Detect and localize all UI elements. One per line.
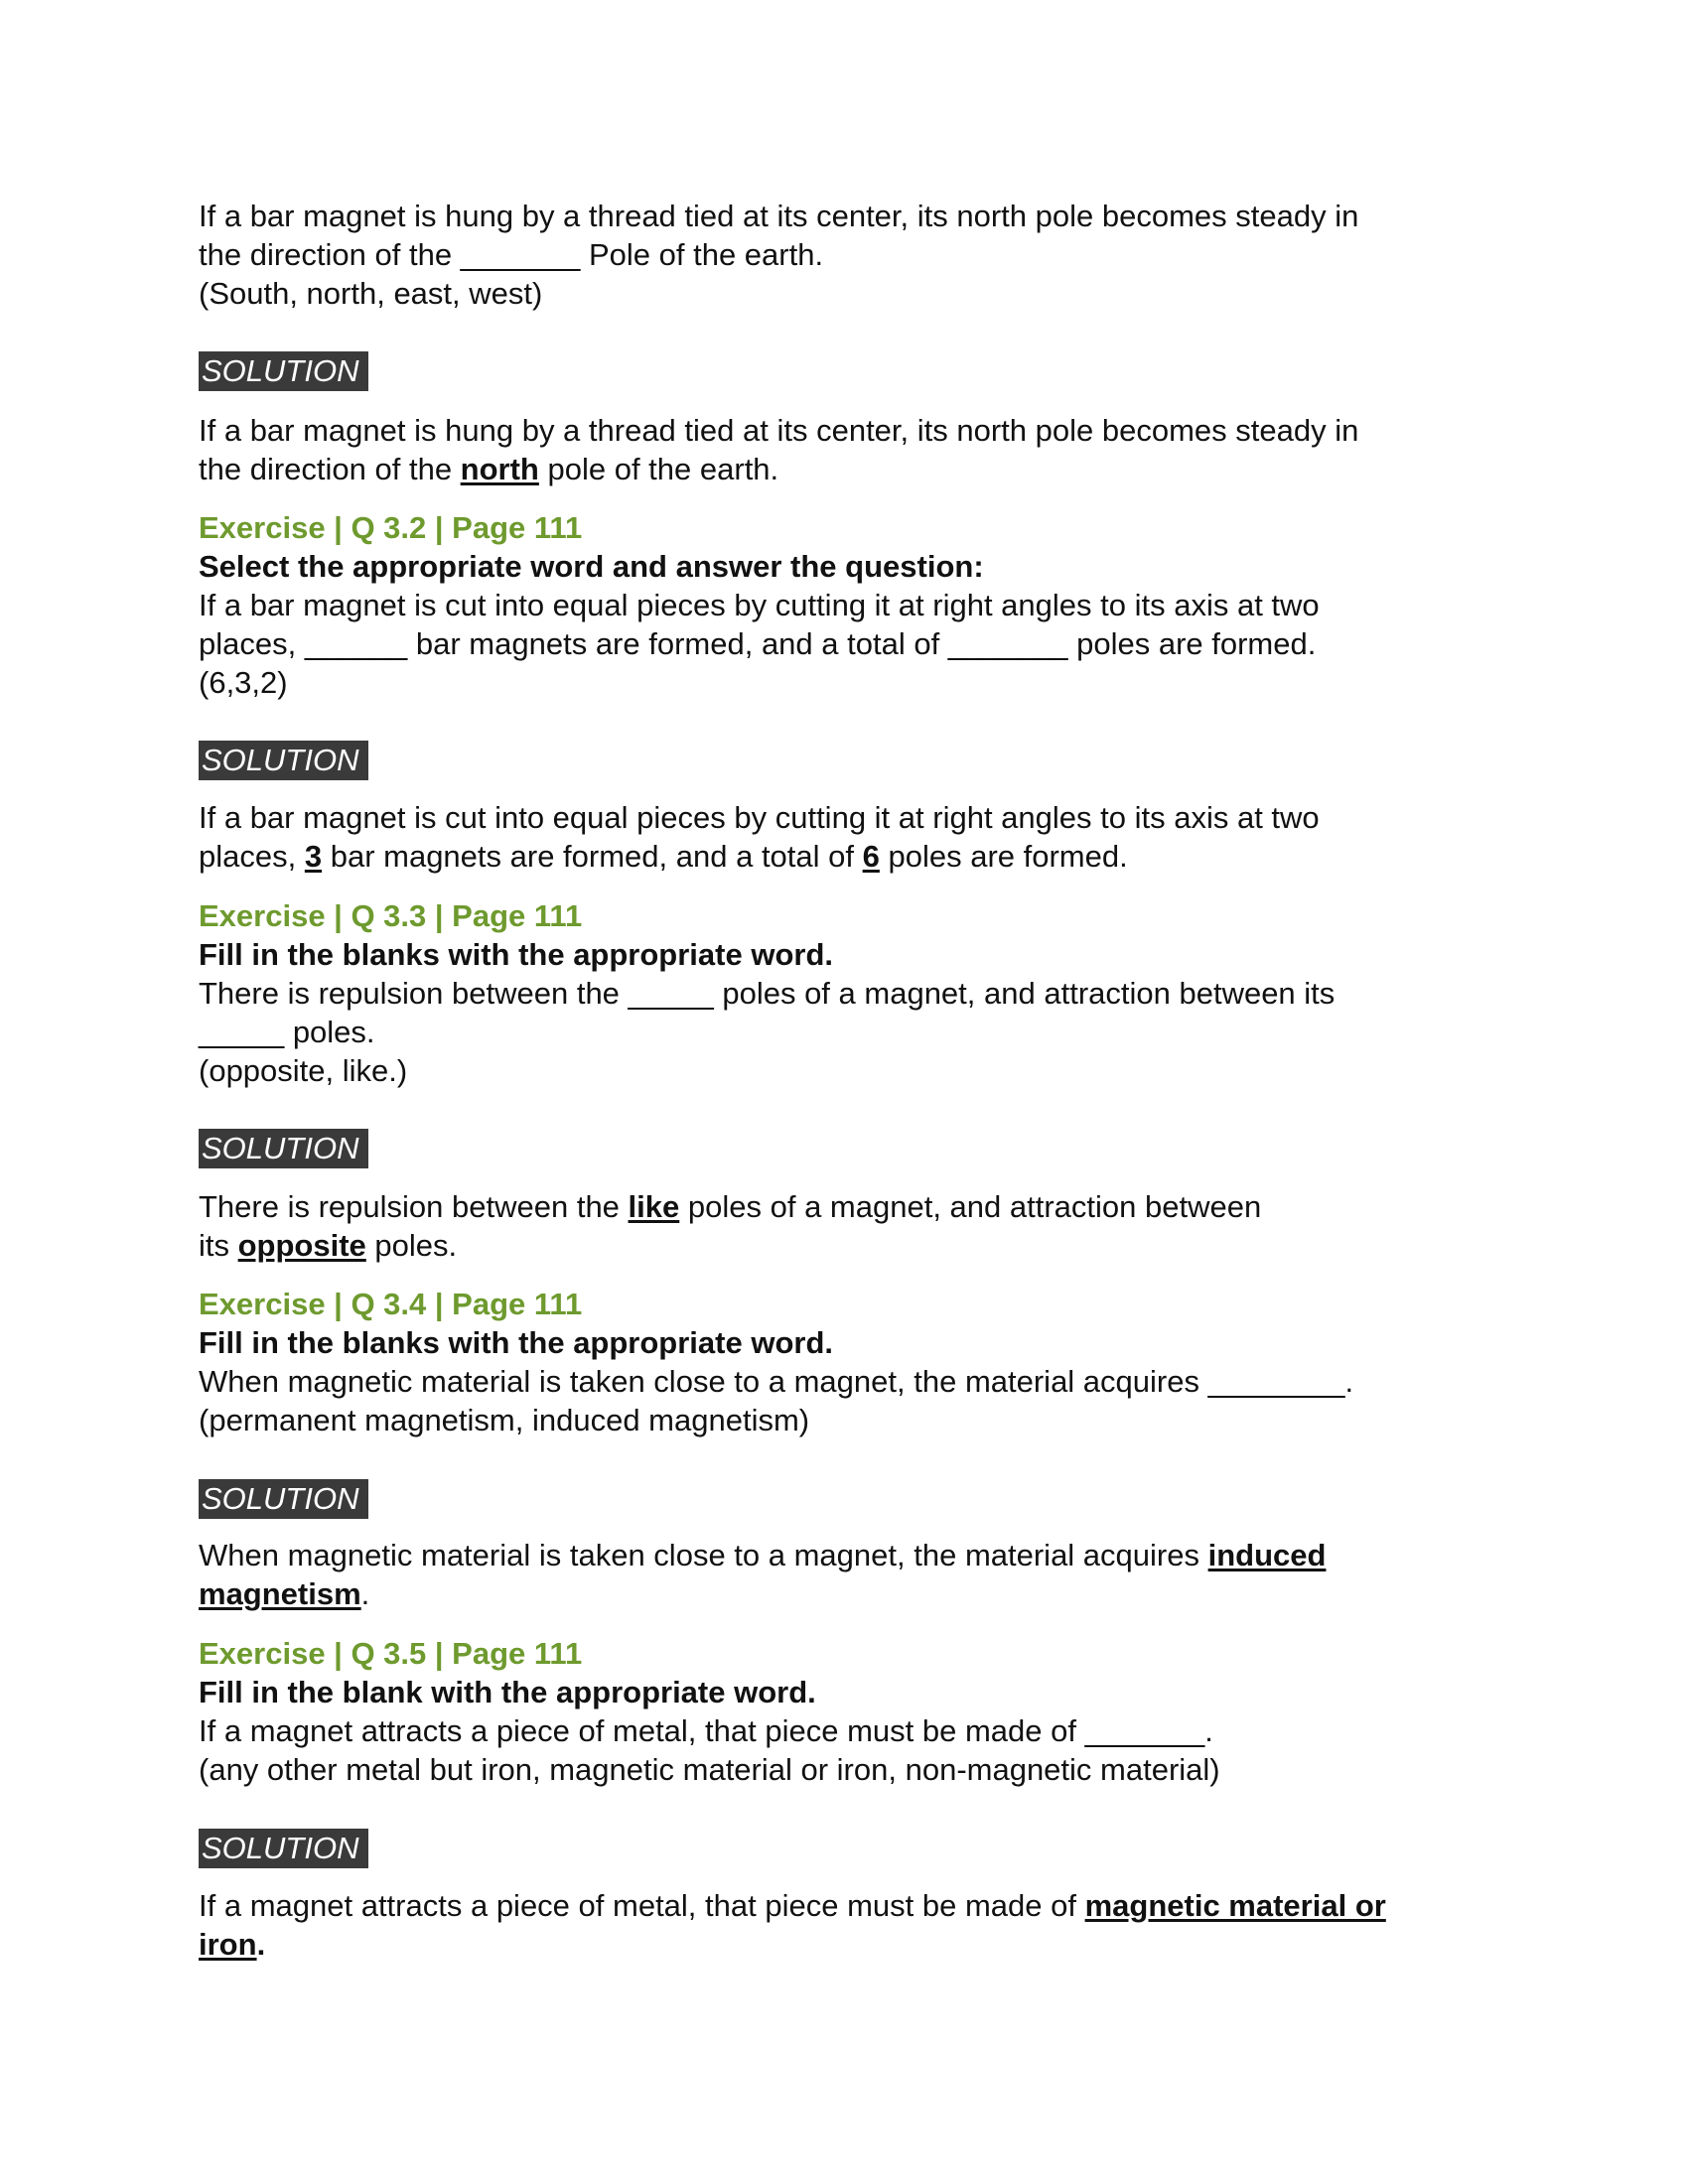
solution-label: SOLUTION	[199, 1479, 368, 1519]
answer-word: like	[628, 1189, 680, 1224]
solution-label: SOLUTION	[199, 351, 368, 391]
question-3-2	[199, 508, 1509, 702]
exercise-header: Exercise | Q 3.2 | Page 111	[199, 510, 583, 545]
solution-3-5	[199, 1886, 1509, 1964]
answer-word: iron	[199, 1927, 257, 1962]
answer-word: induced	[1207, 1538, 1327, 1572]
text-span: .	[256, 1927, 266, 1962]
exercise-header: Exercise | Q 3.3 | Page 111	[199, 898, 583, 933]
question-3-1	[199, 197, 1509, 313]
text-span: bar magnets are formed, and a total of	[322, 839, 863, 874]
text-span: pole of the earth.	[538, 452, 779, 486]
question-text-line: places, ______ bar magnets are formed, and a total of _______ poles are formed.	[199, 626, 1317, 661]
answer-word: 3	[304, 839, 323, 874]
solution-label: SOLUTION	[199, 741, 368, 780]
solution-label: SOLUTION	[199, 1129, 368, 1168]
answer-word: north	[460, 452, 539, 486]
text-span: When magnetic material is taken close to a magnet, the material acquires	[199, 1538, 1208, 1572]
question-instruction: Fill in the blank with the appropriate word.	[199, 1675, 816, 1709]
question-instruction: Select the appropriate word and answer the question:	[199, 549, 984, 584]
solution-text-line	[199, 450, 1509, 488]
text-span: .	[360, 1576, 370, 1611]
text-span: poles of a magnet, and attraction between	[679, 1189, 1262, 1224]
solution-text-line	[199, 1886, 1509, 1925]
answer-word: opposite	[237, 1228, 366, 1263]
question-text-line: _____ poles.	[199, 1015, 375, 1049]
text-span: If a magnet attracts a piece of metal, that piece must be made of	[199, 1888, 1085, 1923]
question-text-line: If a bar magnet is hung by a thread tied at its center, its north pole becomes steady in	[199, 199, 1359, 233]
answer-word: magnetic material or	[1084, 1888, 1386, 1923]
solution-text-line	[199, 1226, 1509, 1265]
answer-word: 6	[862, 839, 880, 874]
solution-text-line	[199, 1536, 1509, 1574]
question-options: (permanent magnetism, induced magnetism)	[199, 1403, 810, 1437]
solution-text-line: If a bar magnet is hung by a thread tied at its center, its north pole becomes steady in	[199, 413, 1359, 448]
solution-3-4	[199, 1536, 1509, 1613]
question-instruction: Fill in the blanks with the appropriate word.	[199, 1325, 833, 1360]
text-span: places,	[199, 839, 305, 874]
question-3-4	[199, 1285, 1509, 1439]
solution-3-2	[199, 798, 1509, 876]
solution-label: SOLUTION	[199, 1829, 368, 1868]
question-options: (South, north, east, west)	[199, 276, 543, 311]
question-text-line: When magnetic material is taken close to a magnet, the material acquires ________.	[199, 1364, 1354, 1399]
question-options: (opposite, like.)	[199, 1053, 408, 1088]
question-text-line: If a bar magnet is cut into equal pieces by cutting it at right angles to its axis at two	[199, 588, 1320, 622]
text-span: the direction of the	[199, 452, 461, 486]
solution-3-1	[199, 411, 1509, 488]
solution-text-line: If a bar magnet is cut into equal pieces by cutting it at right angles to its axis at two	[199, 800, 1320, 835]
solution-text-line	[199, 1925, 1509, 1964]
question-options: (6,3,2)	[199, 665, 288, 700]
question-options: (any other metal but iron, magnetic material or iron, non-magnetic material)	[199, 1752, 1220, 1787]
question-3-3	[199, 896, 1509, 1090]
answer-word: magnetism	[199, 1576, 361, 1611]
question-instruction: Fill in the blanks with the appropriate word.	[199, 937, 833, 972]
text-span: There is repulsion between the	[199, 1189, 629, 1224]
solution-text-line	[199, 1187, 1509, 1226]
exercise-header: Exercise | Q 3.4 | Page 111	[199, 1287, 583, 1321]
solution-text-line	[199, 1574, 1509, 1613]
question-text-line: the direction of the _______ Pole of the earth.	[199, 237, 824, 272]
question-3-5	[199, 1634, 1509, 1789]
question-text-line: If a magnet attracts a piece of metal, that piece must be made of _______.	[199, 1713, 1213, 1748]
question-text-line: There is repulsion between the _____ poles of a magnet, and attraction between its	[199, 976, 1336, 1011]
solution-text-line	[199, 837, 1509, 876]
text-span: poles are formed.	[879, 839, 1128, 874]
text-span: poles.	[365, 1228, 458, 1263]
solution-3-3	[199, 1187, 1509, 1265]
text-span: its	[199, 1228, 238, 1263]
exercise-header: Exercise | Q 3.5 | Page 111	[199, 1636, 583, 1671]
